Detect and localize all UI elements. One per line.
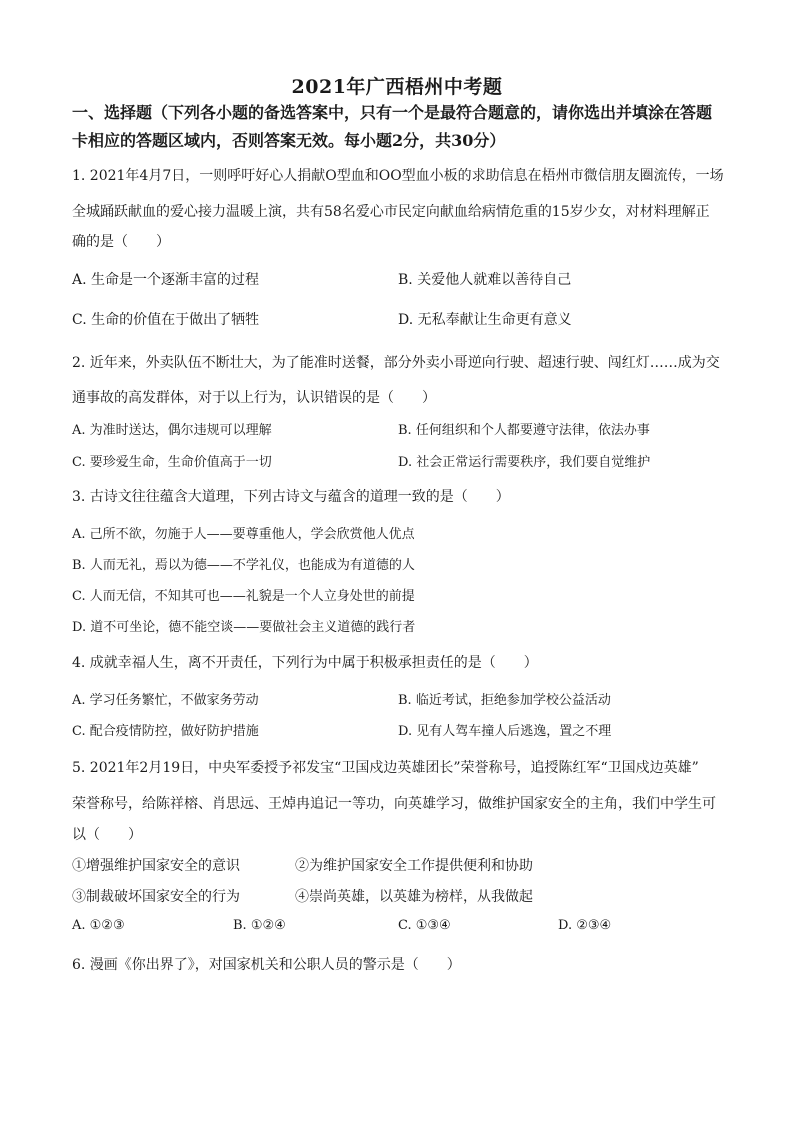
question-5-line-3: 以（ ） <box>72 827 142 843</box>
question-4-option-a: A. 学习任务繁忙，不做家务劳动 <box>72 693 259 708</box>
question-3-option-d: D. 道不可坐论，德不能空谈——要做社会主义道德的践行者 <box>72 620 416 635</box>
question-2-option-d: D. 社会正常运行需要秩序，我们要自觉维护 <box>398 455 651 470</box>
question-3-option-c: C. 人而无信，不知其可也——礼貌是一个人立身处世的前提 <box>72 589 415 604</box>
question-2-option-b: B. 任何组织和个人都要遵守法律，依法办事 <box>398 423 650 438</box>
question-1-option-d: D. 无私奉献让生命更有意义 <box>398 312 572 328</box>
question-5-option-d: D. ②③④ <box>558 918 612 933</box>
question-5-line-2: 荣誉称号，给陈祥榕、肖思远、王焯冉追记一等功，向英雄学习，做维护国家安全的主角，我们中学生可 <box>72 796 716 812</box>
question-5-item-3: ③制裁破坏国家安全的行为 <box>72 889 240 905</box>
question-5-option-b: B. ①②④ <box>233 918 286 933</box>
question-5-item-1: ①增强维护国家安全的意识 <box>72 858 240 874</box>
question-4-line-1: 4. 成就幸福人生，离不开责任，下列行为中属于积极承担责任的是（ ） <box>72 655 538 671</box>
question-4-option-d: D. 见有人驾车撞人后逃逸，置之不理 <box>398 724 612 739</box>
question-6-line-1: 6. 漫画《你出界了》，对国家机关和公职人员的警示是（ ） <box>72 957 461 973</box>
question-3-option-a: A. 己所不欲，勿施于人——要尊重他人，学会欣赏他人优点 <box>72 527 415 542</box>
question-3-option-b: B. 人而无礼，焉以为德——不学礼仪，也能成为有道德的人 <box>72 558 415 573</box>
question-1-option-b: B. 关爱他人就难以善待自己 <box>398 272 572 288</box>
question-2-option-c: C. 要珍爱生命，生命价值高于一切 <box>72 455 272 470</box>
question-5-option-a: A. ①②③ <box>72 918 125 933</box>
question-5-option-c: C. ①③④ <box>398 918 451 933</box>
question-1-line-3: 确的是（ ） <box>72 234 170 250</box>
question-2-line-1: 2. 近年来，外卖队伍不断壮大，为了能准时送餐，部分外卖小哥逆向行驶、超速行驶、闯红灯……成为交 <box>72 355 720 371</box>
question-5-item-2: ②为维护国家安全工作提供便利和协助 <box>295 858 533 874</box>
question-5-item-4: ④崇尚英雄，以英雄为榜样，从我做起 <box>295 889 533 905</box>
question-1-line-1: 1. 2021年4月7日，一则呼吁好心人捐献O型血和OO型血小板的求助信息在梧州市微信朋友圈流传，一场 <box>72 168 724 184</box>
question-4-option-c: C. 配合疫情防控，做好防护措施 <box>72 724 259 739</box>
section-heading-line-1: 一、选择题（下列各小题的备选答案中，只有一个是最符合题意的，请你选出并填涂在答题 <box>72 103 713 122</box>
question-1-line-2: 全城踊跃献血的爱心接力温暖上演，共有58名爱心市民定向献血给病情危重的15岁少女，对材料理解正 <box>72 204 710 220</box>
question-5-line-1: 5. 2021年2月19日，中央军委授予祁发宝“卫国戍边英雄团长”荣誉称号，追授陈红军“卫国戍边英雄” <box>72 760 699 776</box>
question-1-option-a: A. 生命是一个逐渐丰富的过程 <box>72 272 260 288</box>
question-3-line-1: 3. 古诗文往往蕴含大道理，下列古诗文与蕴含的道理一致的是（ ） <box>72 489 510 505</box>
section-heading-line-2: 卡相应的答题区域内，否则答案无效。每小题2分，共30分） <box>72 131 506 150</box>
page-title: 2021年广西梧州中考题 <box>291 76 503 98</box>
question-2-line-2: 通事故的高发群体，对于以上行为，认识错误的是（ ） <box>72 390 436 406</box>
question-2-option-a: A. 为准时送达，偶尔违规可以理解 <box>72 423 272 438</box>
question-1-option-c: C. 生命的价值在于做出了牺牲 <box>72 312 260 328</box>
question-4-option-b: B. 临近考试，拒绝参加学校公益活动 <box>398 693 611 708</box>
